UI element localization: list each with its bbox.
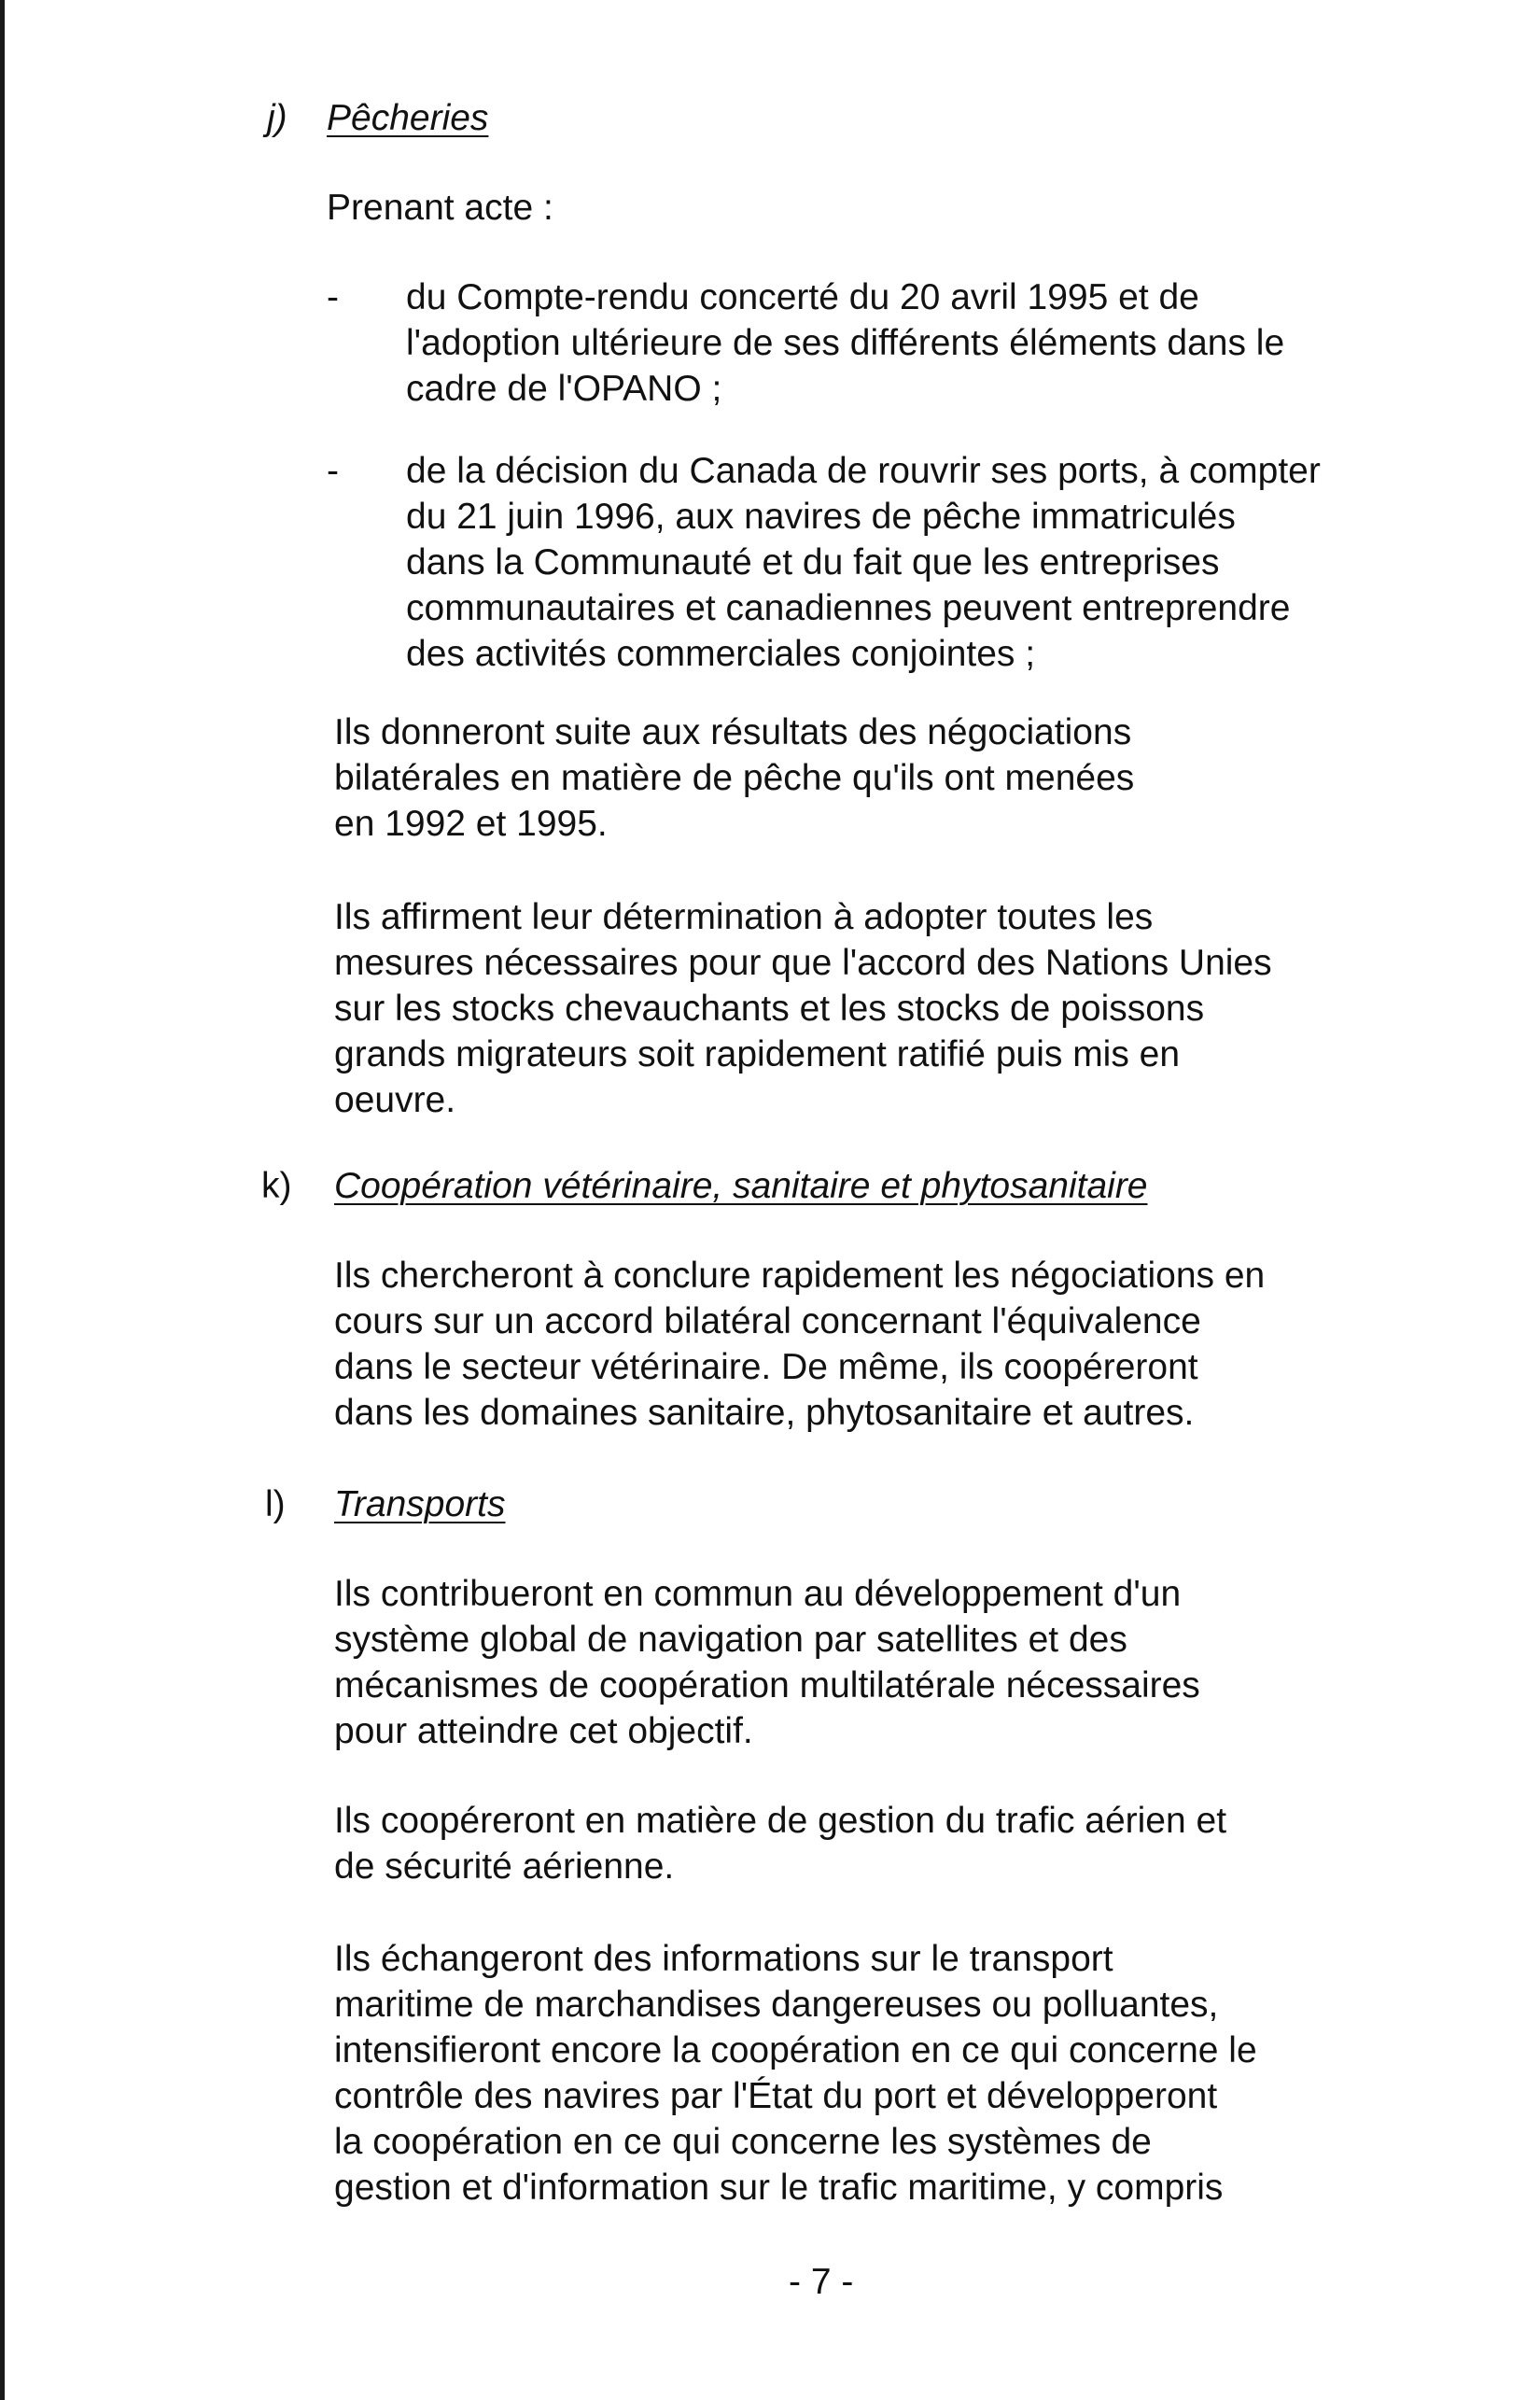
section-l-title: Transports bbox=[334, 1484, 506, 1524]
section-j-paragraph-1: Ils donneront suite aux résultats des négociations bilatérales en matière de pêche qu'ils ont menées en 1992 et 1995. bbox=[334, 712, 1135, 844]
section-j-title: Pêcheries bbox=[327, 98, 489, 138]
section-l-paragraph-3: Ils échangeront des informations sur le transport maritime de marchandises dangereuses ou polluantes, intensifieront encore la coopération en ce qui concerne le contrôle des navires par l'État du port et développeront la coopération en ce qui concerne les systèmes de gestion et d'information sur le trafic maritime, y compris bbox=[334, 1939, 1257, 2208]
bullet-item-1: du Compte-rendu concerté du 20 avril 1995 et de l'adoption ultérieure de ses différents éléments dans le cadre de l'OPANO ; bbox=[406, 277, 1285, 409]
bullet-marker-1: - bbox=[327, 277, 339, 317]
bullet-item-2: de la décision du Canada de rouvrir ses ports, à compter du 21 juin 1996, aux navires de pêche immatriculés dans la Communauté et du fait que les entreprises communautaires et canadiennes peuvent entreprendre des activités commerciales conjointes ; bbox=[406, 451, 1321, 674]
bullet-marker-2: - bbox=[327, 451, 339, 491]
section-k-title: Coopération vétérinaire, sanitaire et phytosanitaire bbox=[334, 1166, 1148, 1206]
section-j-paragraph-2: Ils affirment leur détermination à adopter toutes les mesures nécessaires pour que l'accord des Nations Unies sur les stocks chevauchants et les stocks de poissons grands migrateurs soit rapidement ratifié puis mis en oeuvre. bbox=[334, 897, 1272, 1120]
section-k-paragraph-1: Ils chercheront à conclure rapidement les négociations en cours sur un accord bilatéral concernant l'équivalence dans le secteur vétérinaire. De même, ils coopéreront dans les domaines sanitaire, phytosanitaire et autres. bbox=[334, 1256, 1266, 1433]
section-l-letter: l) bbox=[265, 1484, 286, 1524]
section-j-letter: j) bbox=[267, 98, 287, 138]
section-l-paragraph-2: Ils coopéreront en matière de gestion du trafic aérien et de sécurité aérienne. bbox=[334, 1801, 1227, 1887]
section-l-paragraph-1: Ils contribueront en commun au développement d'un système global de navigation par satellites et des mécanismes de coopération multilatérale nécessaires pour atteindre cet objectif. bbox=[334, 1574, 1200, 1751]
page-number: - 7 - bbox=[789, 2262, 854, 2302]
section-j-intro: Prenant acte : bbox=[327, 188, 553, 228]
section-k-letter: k) bbox=[261, 1166, 292, 1206]
